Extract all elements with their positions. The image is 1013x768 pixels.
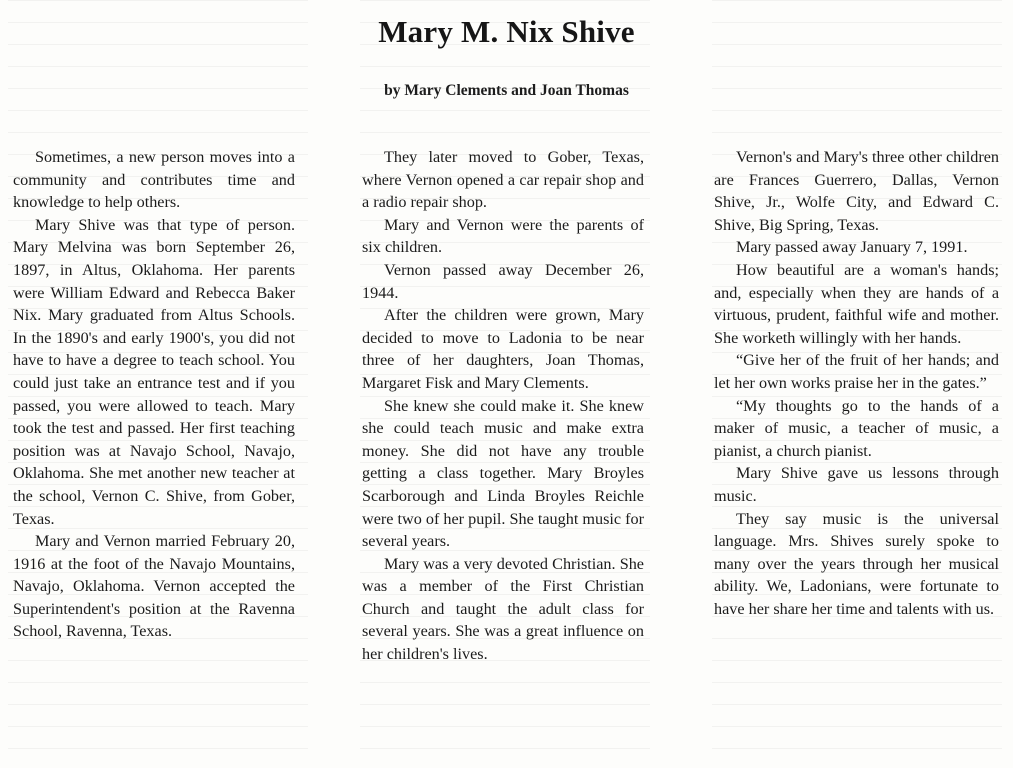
paragraph: Mary Shive was that type of person. Mary Melvina was born September 26, 1897, in Altus, Oklahoma. Her parents were William Edward and Rebecca Baker Nix. Mary graduated from Altus Schools. In the 1890's and early 1900's, you did not have to have a degree to teach school. You could just take an entrance test and if you passed, you were allowed to teach. Mary took the test and passed. Her first teaching position was at Navajo School, Navajo, Oklahoma. She met another new teacher at the school, Vernon C. Shive, from Gober, Texas. <box>13 215 295 528</box>
text-column-2 <box>362 146 644 666</box>
paragraph: After the children were grown, Mary decided to move to Ladonia to be near three of her daughters, Joan Thomas, Margaret Fisk and Mary Clements. <box>362 306 644 392</box>
paragraph: How beautiful are a woman's hands; and, especially when they are hands of a virtuous, prudent, faithful wife and mother. She worketh willingly with her hands. <box>714 260 999 347</box>
paragraph: Mary passed away January 7, 1991. <box>736 238 968 257</box>
paragraph: She knew she could make it. She knew she could teach music and make extra money. She did not have any trouble getting a class together. Mary Broyles Scarborough and Linda Broyles Reichle were two of her pupil. She taught music for several years. <box>362 396 644 551</box>
paragraph: They say music is the universal language. Mrs. Shives surely spoke to many over the years through her musical ability. We, Ladonians, were fortunate to have her share her time and talents with us. <box>714 509 999 618</box>
paragraph: Mary was a very devoted Christian. She was a member of the First Christian Church and taught the adult class for several years. She was a great influence on her children's lives. <box>362 554 644 664</box>
paragraph: “My thoughts go to the hands of a maker of music, a teacher of music, a pianist, a church pianist. <box>714 396 999 460</box>
text-column-1 <box>13 146 295 643</box>
paragraph: Mary Shive gave us lessons through music. <box>714 464 999 505</box>
paragraph: Vernon passed away December 26, 1944. <box>362 260 644 302</box>
paragraph: “Give her of the fruit of her hands; and let her own works praise her in the gates.” <box>714 351 999 392</box>
paragraph: Vernon's and Mary's three other children are Frances Guerrero, Dallas, Vernon Shive, Jr., Wolfe City, and Edward C. Shive, Big Spring, Texas. <box>714 148 999 234</box>
article-byline: by Mary Clements and Joan Thomas <box>384 82 629 99</box>
paragraph: Sometimes, a new person moves into a community and contributes time and knowledge to help others. <box>13 148 295 212</box>
paragraph: Mary and Vernon married February 20, 1916 at the foot of the Navajo Mountains, Navajo, Oklahoma. Vernon accepted the Superintendent's position at the Ravenna School, Ravenna, Texas. <box>13 532 295 641</box>
text-column-3 <box>714 146 999 620</box>
paragraph: Mary and Vernon were the parents of six children. <box>362 215 644 257</box>
paragraph: They later moved to Gober, Texas, where Vernon opened a car repair shop and a radio repair shop. <box>362 148 644 212</box>
article-title: Mary M. Nix Shive <box>378 14 635 49</box>
